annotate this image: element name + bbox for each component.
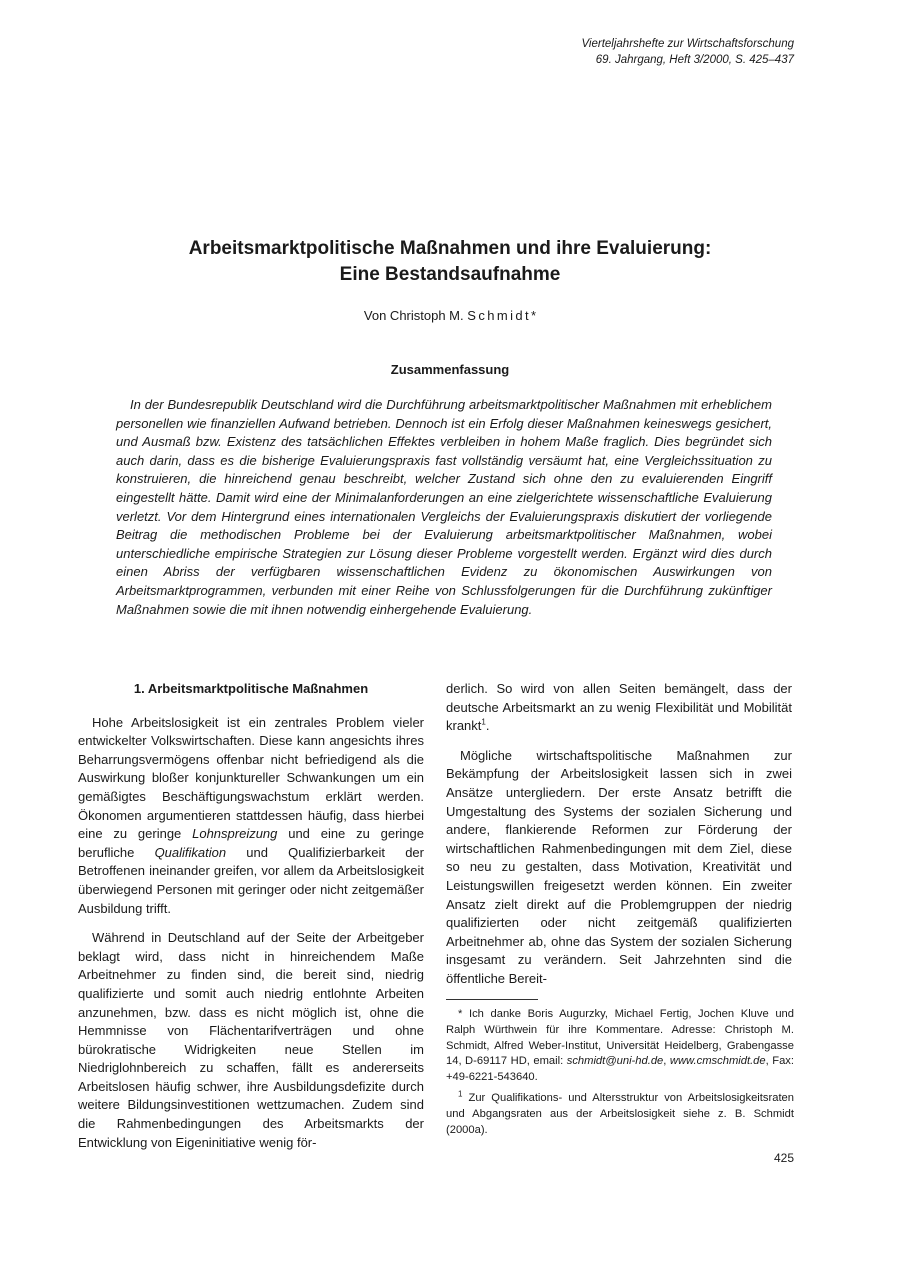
- footnote-divider: [446, 999, 538, 1000]
- footnote-web-link[interactable]: www.cmschmidt.de: [669, 1055, 766, 1068]
- author-line: [0, 308, 900, 323]
- paragraph-2: Während in Deutschland auf der Seite der Arbeitgeber beklagt wird, dass nicht in hinreichendem Maße Arbeitnehmer zu finden sind, die bereit sind, niedrig qualifizierte und somit auch niedrig entlohnte Arbeiten anzunehmen, bzw. dass es nicht möglich ist, ohne die Hemmnisse von Flächentarifverträgen und ohne bürokratische Widrigkeiten neue Stellen im Niedriglohnbereich zu schaffen, fällt es andererseits Arbeitslosen häufig schwer, ihre Ausbildungsdefizite durch weitere Bildungsinvestitionen wettzumachen. Zudem sind die Rahmenbedingungen des Arbeitsmarkts der Entwicklung von Eigeninitiative wenig för-: [78, 930, 424, 1150]
- title-line-2: Eine Bestandsaufnahme: [339, 264, 561, 285]
- author-prefix: Von Christoph M.: [363, 308, 464, 323]
- column-left: [78, 680, 424, 1152]
- journal-title: Vierteljahrshefte zur Wirtschaftsforschung: [581, 38, 794, 50]
- footnotes: [446, 1007, 794, 1143]
- summary-heading: Zusammenfassung: [390, 362, 510, 377]
- footnote-star-text: Ich danke Boris Augurzky, Michael Fertig, Jochen Kluve und Ralph Würthwein für ihre Kommentare. Adresse: Christoph M. Schmidt, Alfred Weber-Institut, Universität Heidelberg, Grabengasse 14, D-69117 HD, email:: [446, 1008, 794, 1068]
- title-line-1: Arbeitsmarktpolitische Maßnahmen und ihre Evaluierung:: [188, 238, 712, 259]
- paragraph-1-text-b: und eine zu geringe berufliche: [78, 826, 425, 860]
- article-title: [0, 236, 900, 288]
- footnote-star-marker: *: [458, 1008, 463, 1020]
- footnote-email-link[interactable]: schmidt@uni-hd.de: [566, 1055, 664, 1068]
- paragraph-1-text-a: Hohe Arbeitslosigkeit ist ein zentrales Problem vieler entwickelter Volkswirtschaften. Diese kann angesichts ihres Beharrungsvermögens offenbar nicht befriedigend als die Auswirkung bloßer konjunktureller Schwankungen um ein gemäßigtes Beschäftigungswachstum erklärt werden. Ökonomen argumentieren stattdessen häufig, dass hierbei eine zu geringe: [78, 714, 424, 842]
- paragraph-3: Mögliche wirtschaftspolitische Maßnahmen zur Bekämpfung der Arbeitslosigkeit lassen sich in zwei Ansätze untergliedern. Der erste Ansatz betrifft die Umgestaltung des Systems der sozialen Sicherung und andere, flankierende Reformen zur Förderung der wirtschaftlichen Rahmenbedingungen mit dem Ziel, diese so neu zu gestalten, dass Motivation, Kreativität und Leistungswillen freigesetzt werden können. Ein zweiter Ansatz zielt direkt auf die Problemgruppen der niedrig qualifizierten oder nicht zeitgemäß qualifizierten Arbeitnehmer ab, ohne das System der sozialen Sicherung insgesamt zu verändern. Seit Jahrzehnten sind die öffentliche Bereit-: [446, 747, 792, 986]
- column-right: [446, 680, 792, 989]
- footnote-star-sep: ,: [663, 1055, 670, 1068]
- journal-header: [581, 36, 794, 68]
- author-footnote-marker: *: [531, 308, 537, 323]
- footnote-1-text: Zur Qualifikations- und Altersstruktur von Arbeitslosigkeitsraten und Abgangsraten aus der Arbeitslosigkeit siehe z. B. Schmidt (2000a).: [446, 1091, 794, 1136]
- journal-issue: 69. Jahrgang, Heft 3/2000, S. 425–437: [595, 54, 794, 66]
- section-heading: 1. Arbeitsmarktpolitische Maßnahmen: [133, 681, 369, 696]
- paragraph-2-continued-text: derlich. So wird von allen Seiten bemängelt, dass der deutsche Arbeitsmarkt an zu wenig Flexibilität und Mobilität krankt: [446, 681, 792, 734]
- footnote-1: [446, 1091, 794, 1138]
- author-surname: Schmidt: [467, 308, 532, 323]
- footnote-1-marker: 1: [458, 1089, 463, 1099]
- emphasis-lohnspreizung: Lohnspreizung: [192, 826, 278, 842]
- page-number: 425: [773, 1151, 794, 1165]
- paragraph-1-text-c: und Qualifizierbarkeit der Betroffenen ineinander greifen, vor allem da Arbeitslosigkeit überwiegend Personen mit geringer oder nicht zeitgemäßer Ausbildung trifft.: [78, 844, 424, 916]
- summary-text: In der Bundesrepublik Deutschland wird die Durchführung arbeitsmarktpolitischer Maßnahmen mit erheblichem personellen wie finanziellen Aufwand betrieben. Dennoch ist ein Erfolg dieser Maßnahmen keineswegs gesichert, und Ausmaß bzw. Existenz des tatsächlichen Effektes verbleiben in hohem Maße fraglich. Dies begründet sich auch darin, dass es die bisherige Evaluierungspraxis fast vollständig versäumt hat, eine Vergleichssituation zu konstruieren, die hinreichend genau beschreibt, welcher Zustand sich ohne den zu evaluierenden Eingriff eingestellt hätte. Damit wird eine der Minimalanforderungen an eine zielgerichtete wissenschaftliche Evaluierung verletzt. Vor dem Hintergrund eines internationalen Vergleichs der Evaluierungspraxis diskutiert der vorliegende Beitrag die methodischen Probleme bei der Evaluierung arbeitsmarktpolitischer Maßnahmen, wobei unterschiedliche empirische Strategien zur Lösung dieser Probleme vorgestellt werden. Ergänzt wird dies durch einen Abriss der verfügbaren wissenschaftlichen Evidenz zu ökonomischen Auswirkungen von Arbeitsmarktprogrammen, verbunden mit einer Reihe von Schlussfolgerungen für die Durchführung zukünftiger Maßnahmen sowie die mit ihnen notwendig einhergehende Evaluierung.: [116, 397, 772, 617]
- emphasis-qualifikation: Qualifikation: [154, 844, 227, 860]
- footnote-star: [446, 1007, 794, 1086]
- paragraph-2-continued: [446, 680, 792, 736]
- paragraph-1: [78, 714, 424, 919]
- footnote-star-fax: , Fax: +49-6221-543640.: [446, 1055, 794, 1084]
- footnote-ref-1[interactable]: 1: [481, 717, 486, 727]
- paragraph-2-continued-end: .: [485, 718, 490, 734]
